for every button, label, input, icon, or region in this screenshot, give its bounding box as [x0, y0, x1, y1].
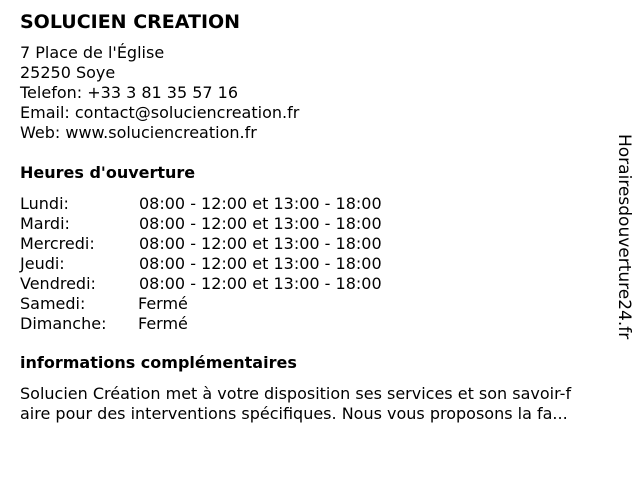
- day-label: Lundi:: [20, 194, 69, 213]
- day-hours: 08:00 - 12:00 et 13:00 - 18:00: [139, 214, 382, 233]
- day-label: Samedi:: [20, 294, 86, 313]
- website-url: Web: www.soluciencreation.fr: [20, 123, 257, 142]
- additional-info-text: [20, 384, 624, 424]
- email-address: Email: contact@soluciencreation.fr: [20, 103, 300, 122]
- opening-hours-heading: Heures d'ouverture: [20, 163, 196, 182]
- phone-number: Telefon: +33 3 81 35 57 16: [20, 83, 239, 102]
- day-label: Mercredi:: [20, 234, 95, 253]
- day-label: Dimanche:: [20, 314, 107, 333]
- day-hours: 08:00 - 12:00 et 13:00 - 18:00: [139, 254, 382, 273]
- day-label: Mardi:: [20, 214, 70, 233]
- day-label: Jeudi:: [20, 254, 65, 273]
- site-watermark: Horairesdouverture24.fr: [614, 134, 634, 340]
- day-label: Vendredi:: [20, 274, 96, 293]
- address-street: 7 Place de l'Église: [20, 43, 165, 62]
- day-hours: 08:00 - 12:00 et 13:00 - 18:00: [139, 274, 382, 293]
- additional-info-heading: informations complémentaires: [20, 353, 297, 372]
- description-line: Solucien Création met à votre disposition ses services et son savoir-f: [20, 384, 572, 403]
- description-line: aire pour des interventions spécifiques. Nous vous proposons la fa...: [20, 404, 568, 423]
- day-hours: 08:00 - 12:00 et 13:00 - 18:00: [139, 194, 382, 213]
- address-city: 25250 Soye: [20, 63, 116, 82]
- contact-block: [20, 43, 299, 143]
- business-name: SOLUCIEN CREATION: [20, 11, 241, 33]
- day-hours: Fermé: [138, 294, 188, 313]
- day-hours: 08:00 - 12:00 et 13:00 - 18:00: [139, 234, 382, 253]
- day-hours: Fermé: [138, 314, 188, 333]
